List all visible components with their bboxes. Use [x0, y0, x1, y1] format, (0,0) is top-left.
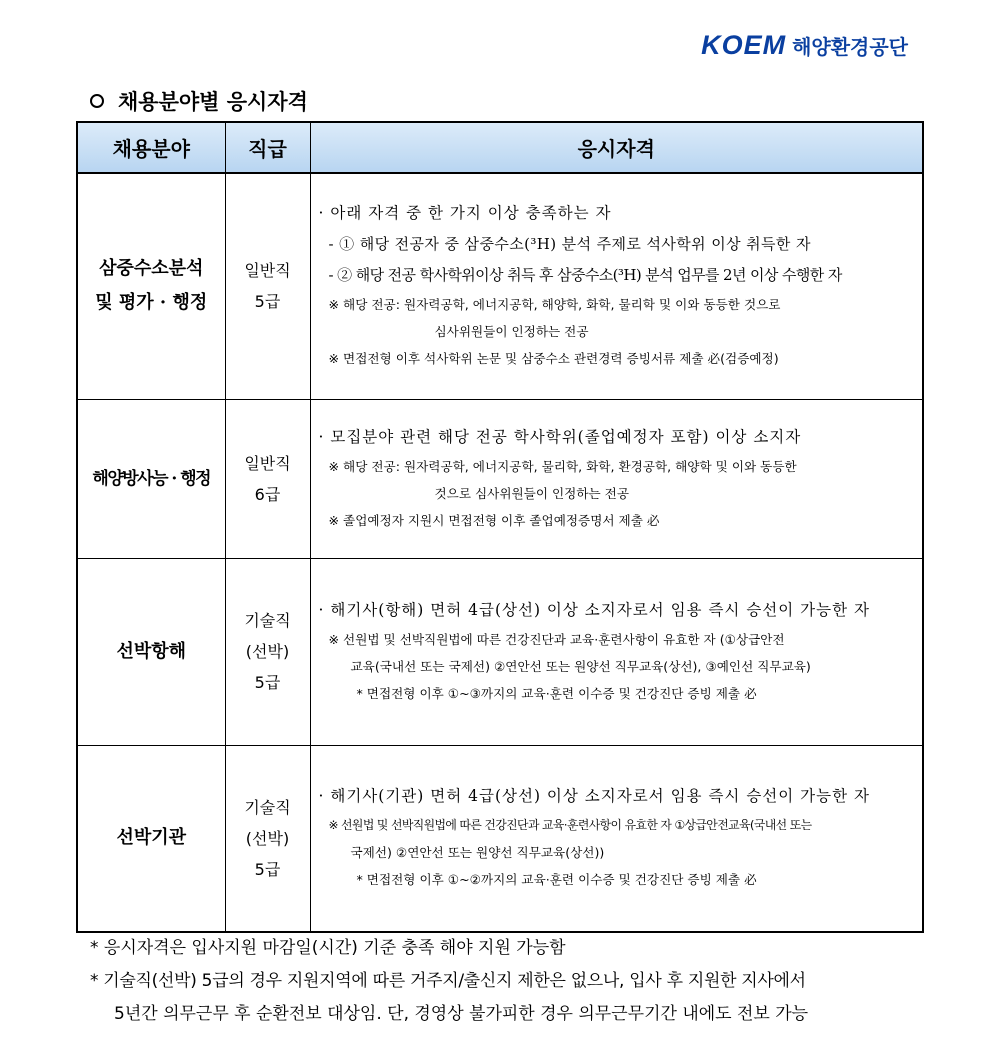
- table-row: [77, 399, 923, 558]
- qualification-item: - ① 해당 전공자 중 삼중수소(³H) 분석 주제로 석사학위 이상 취득한 자: [328, 235, 811, 254]
- grade-line: (선박): [245, 642, 290, 661]
- field-cell: [77, 399, 225, 558]
- qualification-note: ※ 해당 전공: 원자력공학, 에너지공학, 해양학, 화학, 물리학 및 이와 동등한 것으로: [328, 297, 781, 313]
- table-row: [77, 173, 923, 399]
- qualification-item: - ② 해당 전공 학사학위이상 취득 후 삼중수소(³H) 분석 업무를 2년 이상 수행한 자: [328, 266, 842, 285]
- grade-line: 기술직: [244, 797, 291, 817]
- footnote-line: * 응시자격은 입사지원 마감일(시간) 기준 충족 해야 지원 가능함: [90, 938, 566, 958]
- grade-line: 6급: [254, 484, 281, 504]
- grade-line: (선박): [245, 828, 290, 848]
- qualification-note: ※ 선원법 및 선박직원법에 따른 건강진단과 교육·훈련사항이 유효한 자 (①상급안전: [328, 631, 785, 647]
- field-line: 삼중수소분석: [99, 258, 204, 280]
- field-cell: [77, 558, 225, 745]
- field-line: 선박항해: [116, 640, 187, 662]
- qualification-note: * 면접전형 이후 ①~②까지의 교육·훈련 이수증 및 건강진단 증빙 제출 必: [356, 872, 757, 888]
- field-line: 선박기관: [116, 827, 187, 849]
- qualification-note: 교육(국내선 또는 국제선) ②연안선 또는 원양선 직무교육(상선), ③예인선 직무교육): [350, 658, 811, 674]
- qualification-lead: · 해기사(기관) 면허 4급(상선) 이상 소지자로서 임용 즉시 승선이 가능한 자: [318, 787, 870, 806]
- grade-line: 5급: [254, 859, 281, 879]
- grade-cell: [225, 558, 310, 745]
- footnotes: [90, 932, 926, 1031]
- koem-logo: [701, 30, 908, 61]
- qualification-note: ※ 해당 전공: 원자력공학, 에너지공학, 물리학, 화학, 환경공학, 해양학 및 이와 동등한: [328, 458, 797, 474]
- qualification-lead: · 아래 자격 중 한 가지 이상 충족하는 자: [318, 204, 612, 223]
- qualification-note: * 면접전형 이후 ①~③까지의 교육·훈련 이수증 및 건강진단 증빙 제출 必: [356, 685, 757, 701]
- qualification-note: 심사위원들이 인정하는 전공: [434, 324, 589, 340]
- qualification-note: ※ 면접전형 이후 석사학위 논문 및 삼중수소 관련경력 증빙서류 제출 必(검증예정): [328, 351, 779, 367]
- grade-cell: [225, 745, 310, 932]
- qualification-cell: [310, 399, 923, 558]
- qualification-cell: [310, 173, 923, 399]
- header-qualification: 응시자격: [310, 122, 923, 173]
- grade-line: 5급: [254, 673, 281, 692]
- qualification-note: ※ 졸업예정자 지원시 면접전형 이후 졸업예정증명서 제출 必: [328, 512, 660, 528]
- field-line: 해양방사능 · 행정: [92, 468, 211, 489]
- table-row: [77, 558, 923, 745]
- grade-line: 기술직: [244, 611, 291, 630]
- footnote-line: 5년간 의무근무 후 순환전보 대상임. 단, 경영상 불가피한 경우 의무근무기간 내에도 전보 가능: [114, 1004, 809, 1024]
- grade-line: 5급: [254, 292, 281, 312]
- qualification-lead: · 모집분야 관련 해당 전공 학사학위(졸업예정자 포함) 이상 소지자: [318, 427, 802, 446]
- section-title: [90, 86, 308, 116]
- logo-mark: KOEM: [701, 30, 787, 60]
- qualification-lead: · 해기사(항해) 면허 4급(상선) 이상 소지자로서 임용 즉시 승선이 가능한 자: [318, 600, 870, 619]
- field-cell: [77, 173, 225, 399]
- logo-name: 해양환경공단: [792, 35, 908, 59]
- table-row: [77, 745, 923, 932]
- qualification-note: 국제선) ②연안선 또는 원양선 직무교육(상선)): [350, 845, 605, 861]
- table-header-row: [77, 122, 923, 173]
- qualification-table: [76, 121, 924, 933]
- section-title-text: 채용분야별 응시자격: [118, 89, 308, 114]
- circle-bullet-icon: [90, 94, 104, 108]
- qualification-cell: [310, 558, 923, 745]
- grade-line: 일반직: [244, 453, 291, 473]
- field-cell: [77, 745, 225, 932]
- qualification-note: 것으로 심사위원들이 인정하는 전공: [434, 485, 629, 501]
- grade-line: 일반직: [244, 261, 291, 281]
- footnote-line: * 기술직(선박) 5급의 경우 지원지역에 따른 거주지/출신지 제한은 없으나, 입사 후 지원한 지사에서: [90, 971, 806, 991]
- header-field: 채용분야: [77, 122, 225, 173]
- grade-cell: [225, 399, 310, 558]
- field-line: 및 평가 · 행정: [95, 292, 208, 314]
- qualification-note: ※ 선원법 및 선박직원법에 따른 건강진단과 교육·훈련사항이 유효한 자 ①상급안전교육(국내선 또는: [328, 818, 812, 833]
- qualification-cell: [310, 745, 923, 932]
- grade-cell: [225, 173, 310, 399]
- header-grade: 직급: [225, 122, 310, 173]
